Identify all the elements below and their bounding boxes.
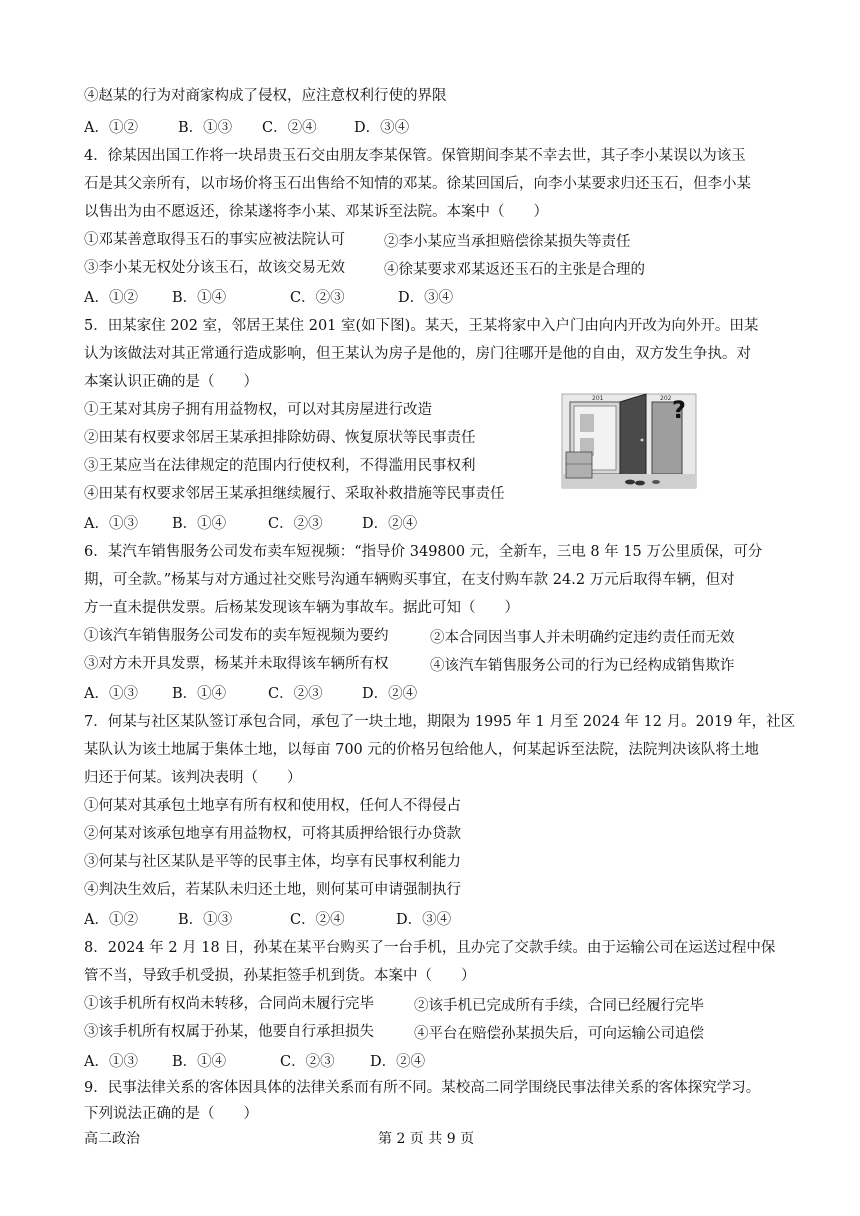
q5-option-d: D．②④	[362, 516, 418, 532]
q4-statement-2: ②李小某应当承担赔偿徐某损失等责任	[384, 234, 631, 250]
label-201: 201	[592, 395, 604, 402]
q9-stem-line-1: 9．民事法律关系的客体因具体的法律关系而有所不同。某校高二同学围绕民事法律关系的客体探究学习。	[84, 1080, 761, 1096]
q6-statement-1: ①该汽车销售服务公司发布的卖车短视频为要约	[84, 628, 389, 644]
q6-option-b: B．①④	[172, 686, 227, 702]
q7-option-c: C．②④	[290, 912, 345, 928]
q8-option-c: C．②③	[280, 1054, 335, 1070]
q8-statement-4: ④平台在赔偿孙某损失后，可向运输公司追偿	[414, 1026, 704, 1042]
q7-option-b: B．①③	[178, 912, 233, 928]
q7-statement-4: ④判决生效后，若某队未归还土地，则何某可申请强制执行	[84, 882, 461, 898]
q5-stem-line-3: 本案认识正确的是（ ）	[84, 374, 258, 390]
q4-option-d: D．③④	[398, 290, 454, 306]
apartment-door-illustration	[560, 388, 698, 492]
footer-page-number: 第 2 页 共 9 页	[378, 1131, 475, 1147]
q7-option-d: D．③④	[396, 912, 452, 928]
q4-stem-line-2: 石是其父亲所有，以市场价将玉石出售给不知情的邓某。徐某回国后，向李小某要求归还玉石，但李小某	[84, 176, 751, 192]
q5-option-b: B．①④	[172, 516, 227, 532]
q7-statement-1: ①何某对其承包土地享有所有权和使用权，任何人不得侵占	[84, 798, 461, 814]
q4-option-a: A．①②	[84, 290, 138, 306]
q5-statement-2: ②田某有权要求邻居王某承担排除妨碍、恢复原状等民事责任	[84, 430, 476, 446]
q8-stem-line-1: 8．2024 年 2 月 18 日，孙某在某平台购买了一台手机，且办完了交款手续。由于运输公司在运送过程中保	[84, 940, 776, 956]
q4-option-b: B．①④	[172, 290, 227, 306]
q5-stem-line-2: 认为该做法对其正常通行造成影响，但王某认为房子是他的，房门往哪开是他的自由，双方发生争执。对	[84, 346, 751, 362]
q7-stem-line-3: 归还于何某。该判决表明（ ）	[84, 770, 302, 786]
q3-statement-4: ④赵某的行为对商家构成了侵权，应注意权利行使的界限	[84, 88, 447, 104]
q7-option-a: A．①②	[84, 912, 138, 928]
q4-statement-1: ①邓某善意取得玉石的事实应被法院认可	[84, 232, 345, 248]
q3-option-b: B．①③	[178, 120, 233, 136]
q7-statement-2: ②何某对该承包地享有用益物权，可将其质押给银行办贷款	[84, 826, 461, 842]
q6-stem-line-1: 6．某汽车销售服务公司发布卖车短视频：“指导价 349800 元，全新车，三电 8 年 15 万公里质保，可分	[84, 544, 763, 560]
q4-option-c: C．②③	[290, 290, 345, 306]
q6-option-d: D．②④	[362, 686, 418, 702]
q8-option-a: A．①③	[84, 1054, 138, 1070]
label-202: 202	[660, 395, 672, 402]
q4-stem-line-1: 4．徐某因出国工作将一块昂贵玉石交由朋友李某保管。保管期间李某不幸去世，其子李小某误以为该玉	[84, 148, 746, 164]
footer-subject: 高二政治	[84, 1131, 140, 1147]
q4-statement-3: ③李小某无权处分该玉石，故该交易无效	[84, 260, 345, 276]
q4-statement-4: ④徐某要求邓某返还玉石的主张是合理的	[384, 262, 645, 278]
q6-option-c: C．②③	[268, 686, 323, 702]
q6-statement-2: ②本合同因当事人并未明确约定违约责任而无效	[430, 630, 735, 646]
q8-option-d: D．②④	[370, 1054, 426, 1070]
q7-statement-3: ③何某与社区某队是平等的民事主体，均享有民事权利能力	[84, 854, 461, 870]
q6-option-a: A．①③	[84, 686, 138, 702]
q4-stem-line-3: 以售出为由不愿返还，徐某遂将李小某、邓某诉至法院。本案中（ ）	[84, 204, 548, 220]
q8-statement-2: ②该手机已完成所有手续，合同已经履行完毕	[414, 998, 704, 1014]
q5-stem-line-1: 5．田某家住 202 室，邻居王某住 201 室(如下图)。某天，王某将家中入户门由向内开改为向外开。田某	[84, 318, 759, 334]
question-mark: ?	[672, 396, 686, 424]
q3-option-c: C．②④	[262, 120, 317, 136]
q7-stem-line-1: 7．何某与社区某队签订承包合同，承包了一块土地，期限为 1995 年 1 月至 2024 年 12 月。2019 年，社区	[84, 714, 796, 730]
door-scene-drawing	[560, 388, 698, 492]
q8-stem-line-2: 管不当，导致手机受损，孙某拒签手机到货。本案中（ ）	[84, 968, 476, 984]
q3-option-a: A．①②	[84, 120, 138, 136]
q5-option-a: A．①③	[84, 516, 138, 532]
q5-option-c: C．②③	[268, 516, 323, 532]
q6-stem-line-3: 方一直未提供发票。后杨某发现该车辆为事故车。据此可知（ ）	[84, 600, 519, 616]
q8-option-b: B．①④	[172, 1054, 227, 1070]
q5-statement-3: ③王某应当在法律规定的范围内行使权利，不得滥用民事权利	[84, 458, 476, 474]
q7-stem-line-2: 某队认为该土地属于集体土地，以每亩 700 元的价格另包给他人，何某起诉至法院，法院判决该队将土地	[84, 742, 759, 758]
q6-statement-4: ④该汽车销售服务公司的行为已经构成销售欺诈	[430, 658, 735, 674]
q3-option-d: D．③④	[354, 120, 410, 136]
q5-statement-1: ①王某对其房子拥有用益物权，可以对其房屋进行改造	[84, 402, 432, 418]
q8-statement-3: ③该手机所有权属于孙某，他要自行承担损失	[84, 1024, 374, 1040]
q6-stem-line-2: 期，可全款。”杨某与对方通过社交账号沟通车辆购买事宜，在支付购车款 24.2 万元后取得车辆，但对	[84, 572, 735, 588]
q6-statement-3: ③对方未开具发票，杨某并未取得该车辆所有权	[84, 656, 389, 672]
q9-stem-line-2: 下列说法正确的是（ ）	[84, 1106, 258, 1122]
q5-statement-4: ④田某有权要求邻居王某承担继续履行、采取补救措施等民事责任	[84, 486, 505, 502]
q8-statement-1: ①该手机所有权尚未转移，合同尚未履行完毕	[84, 996, 374, 1012]
